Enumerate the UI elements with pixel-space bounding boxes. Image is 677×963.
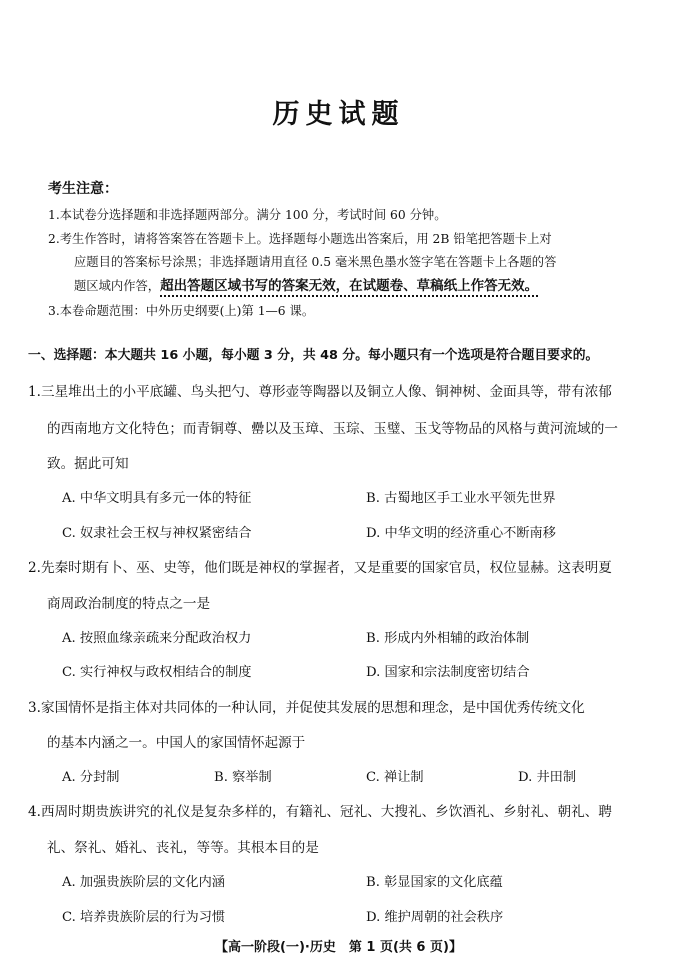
question-2-option-c[interactable]: C. 实行神权与政权相结合的制度 [62,665,252,680]
question-3-line-1: 3.家国情怀是指主体对共同体的一种认同，并促使其发展的思想和理念，是中国优秀传统文化 [28,700,585,716]
question-4-option-a[interactable]: A. 加强贵族阶层的文化内涵 [62,875,225,890]
notice-heading: 考生注意： [48,181,118,197]
question-4-option-b[interactable]: B. 彰显国家的文化底蕴 [366,875,503,890]
notice-emphasis: 超出答题区域书写的答案无效，在试题卷、草稿纸上作答无效。 [160,278,539,294]
question-1-line-1: 1.三星堆出土的小平底罐、鸟头把勺、尊形壶等陶器以及铜立人像、铜神树、金面具等，带有浓郁 [28,384,612,400]
question-1-option-b[interactable]: B. 古蜀地区手工业水平领先世界 [366,491,556,506]
question-3-option-a[interactable]: A. 分封制 [62,770,120,785]
question-4-option-c[interactable]: C. 培养贵族阶层的行为习惯 [62,910,226,925]
notice-item-2-line-3 [74,274,538,294]
notice-item-2-line-1: 2.考生作答时，请将答案答在答题卡上。选择题每小题选出答案后，用 2B 铅笔把答题卡上对 [48,232,552,246]
question-3-option-b[interactable]: B. 察举制 [214,770,272,785]
question-1-option-c[interactable]: C. 奴隶社会王权与神权紧密结合 [62,526,252,541]
page-title: 历史试题 [272,99,405,130]
question-3-line-2: 的基本内涵之一。中国人的家国情怀起源于 [47,735,306,751]
question-1-line-2: 的西南地方文化特色；而青铜尊、罍以及玉璋、玉琮、玉璧、玉戈等物品的风格与黄河流域的一 [47,421,618,437]
question-2-option-a[interactable]: A. 按照血缘亲疏来分配政治权力 [62,631,252,646]
question-1-line-3: 致。据此可知 [47,456,129,472]
question-3-option-d[interactable]: D. 井田制 [518,770,577,785]
question-4-line-1: 4.西周时期贵族讲究的礼仪是复杂多样的，有籍礼、冠礼、大搜礼、乡饮酒礼、乡射礼、朝礼、聘 [28,804,612,820]
notice-item-1: 1.本试卷分选择题和非选择题两部分。满分 100 分，考试时间 60 分钟。 [48,208,447,222]
notice-item-2-line-2: 应题目的答案标号涂黑；非选择题请用直径 0.5 毫米黑色墨水签字笔在答题卡上各题的答 [74,255,557,269]
notice-item-3: 3.本卷命题范围：中外历史纲要(上)第 1—6 课。 [48,304,315,318]
question-3-option-c[interactable]: C. 禅让制 [366,770,424,785]
section-heading: 一、选择题：本大题共 16 小题，每小题 3 分，共 48 分。每小题只有一个选项是符合题目要求的。 [28,348,599,363]
notice-item-2-line-3-text: 题区域内作答， [74,279,161,293]
question-2-option-b[interactable]: B. 形成内外相辅的政治体制 [366,631,530,646]
question-2-option-d[interactable]: D. 国家和宗法制度密切结合 [366,665,530,680]
question-2-line-1: 2.先秦时期有卜、巫、史等，他们既是神权的掌握者，又是重要的国家官员，权位显赫。这表明夏 [28,560,612,576]
question-2-line-2: 商周政治制度的特点之一是 [47,596,211,612]
question-1-option-d[interactable]: D. 中华文明的经济重心不断南移 [366,526,556,541]
question-4-option-d[interactable]: D. 维护周朝的社会秩序 [366,910,504,925]
question-1-option-a[interactable]: A. 中华文明具有多元一体的特征 [62,491,252,506]
page-footer: 【高一阶段(一)·历史 第 1 页(共 6 页)】 [215,940,462,955]
question-4-line-2: 礼、祭礼、婚礼、丧礼，等等。其根本目的是 [47,840,319,856]
